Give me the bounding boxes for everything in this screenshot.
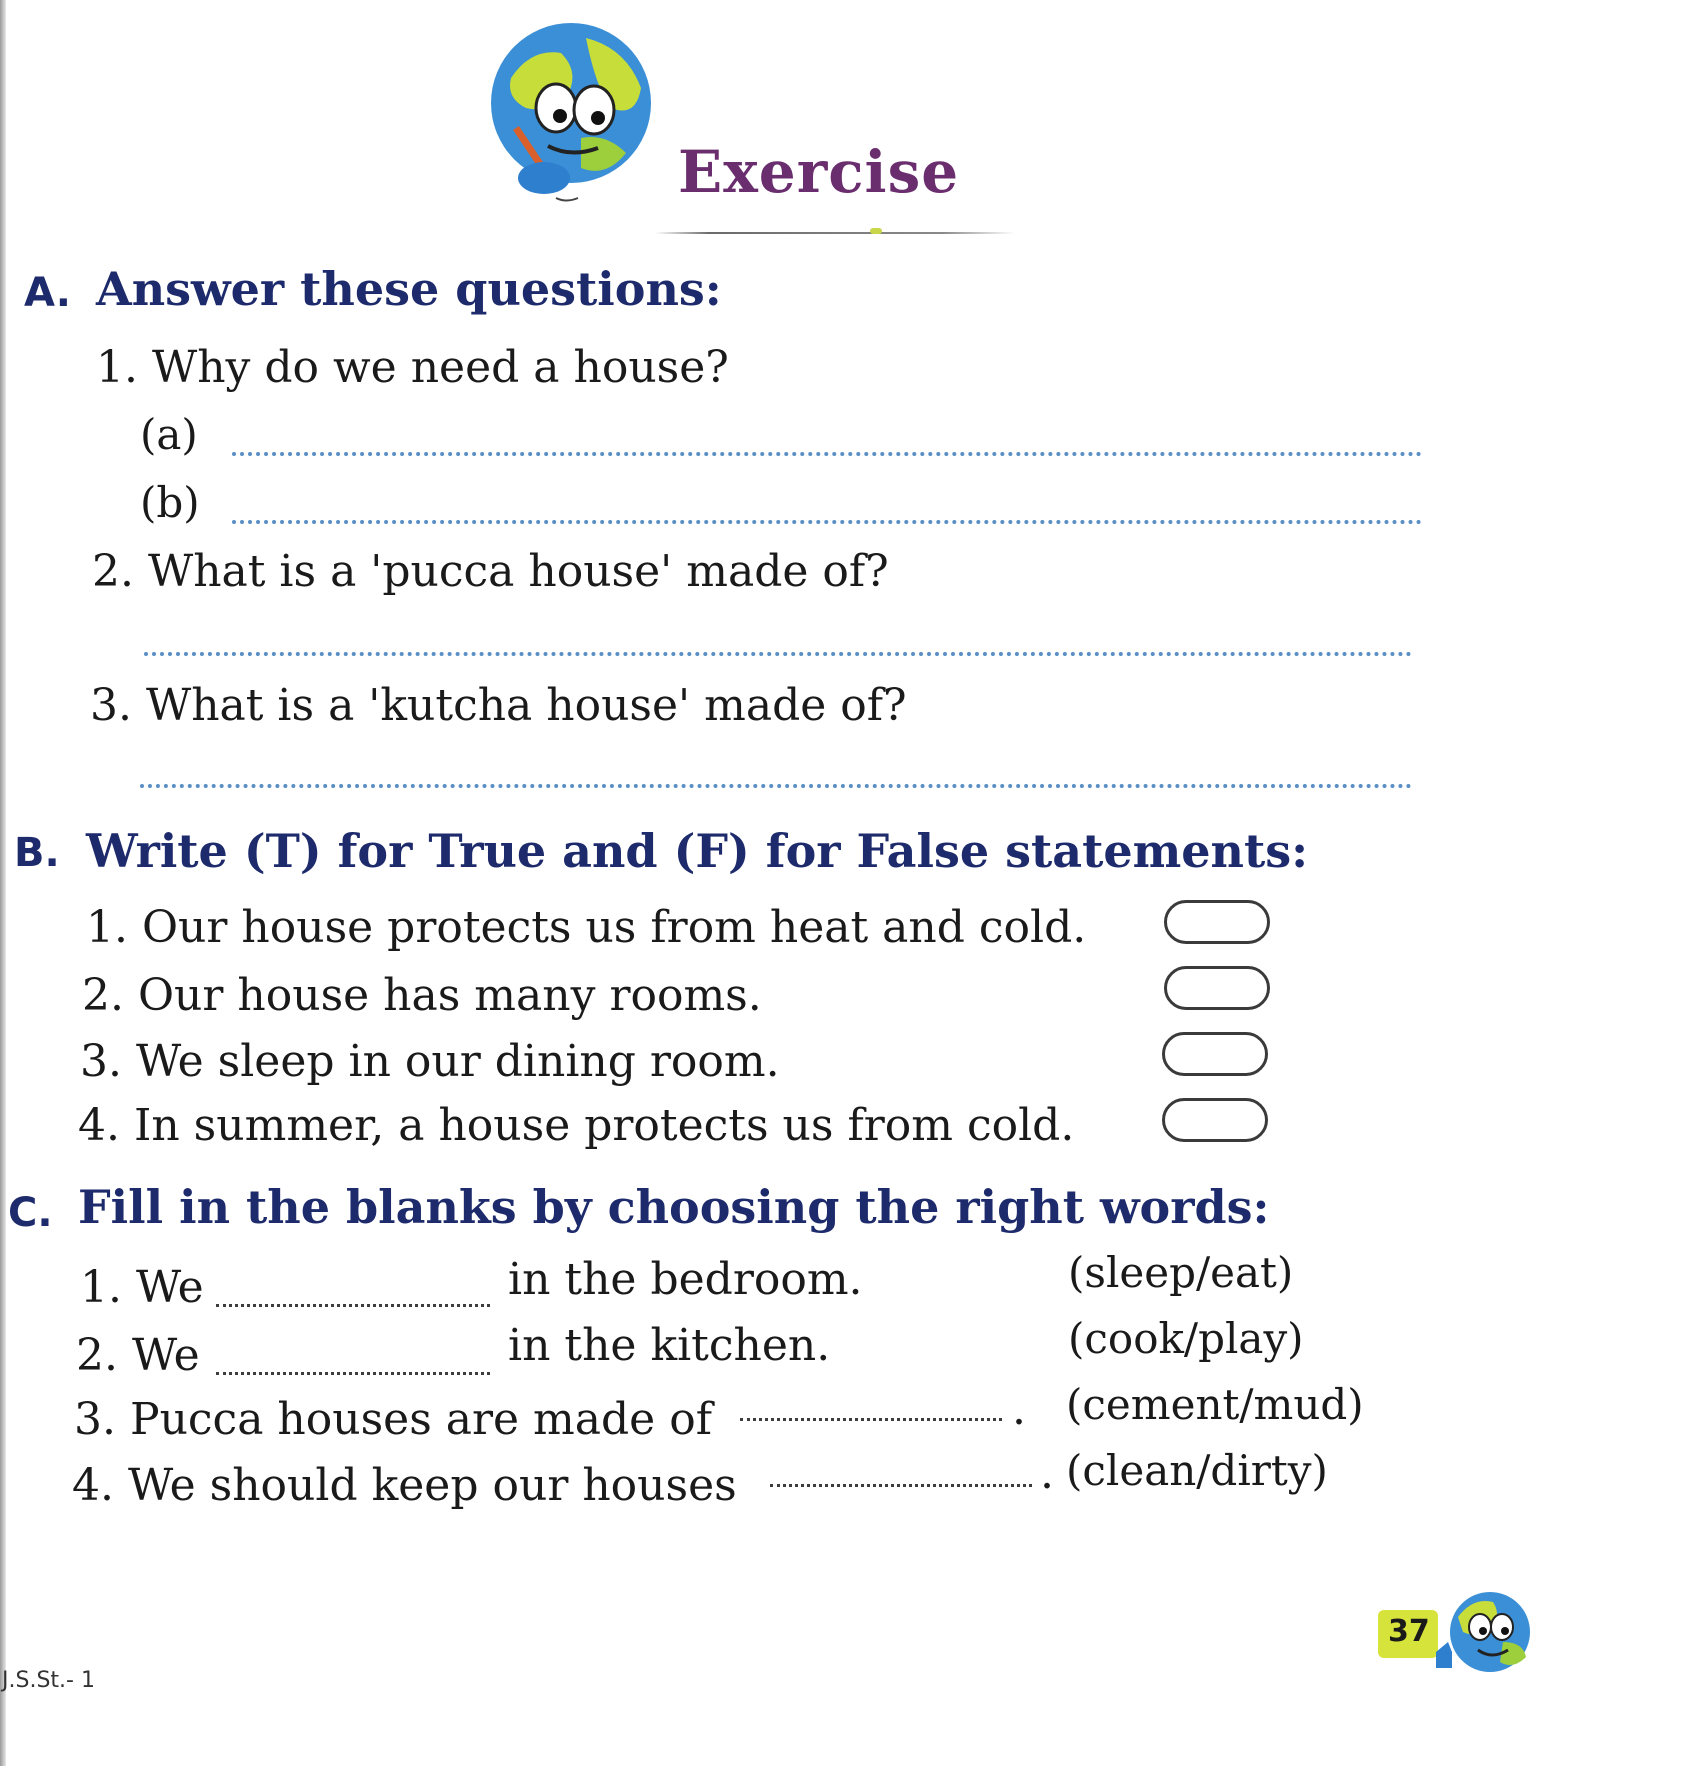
fill-blank-4-line[interactable] bbox=[770, 1484, 1032, 1487]
fill-blank-4-options: (clean/dirty) bbox=[1066, 1446, 1328, 1495]
answer-line-a2[interactable] bbox=[144, 652, 1412, 656]
fill-blank-1-options: (sleep/eat) bbox=[1068, 1248, 1294, 1297]
tf-answer-box-1[interactable] bbox=[1164, 900, 1270, 944]
question-a3: 3. What is a 'kutcha house' made of? bbox=[90, 680, 907, 731]
tf-statement-2: 2. Our house has many rooms. bbox=[82, 970, 762, 1021]
page-number: 37 bbox=[1388, 1614, 1430, 1649]
fill-blank-2-options: (cook/play) bbox=[1068, 1314, 1304, 1363]
tf-statement-3: 3. We sleep in our dining room. bbox=[80, 1036, 780, 1087]
fill-blank-2-suffix: in the kitchen. bbox=[508, 1320, 831, 1371]
tf-statement-1: 1. Our house protects us from heat and cold. bbox=[86, 902, 1087, 953]
fill-blank-2-prefix: 2. We bbox=[76, 1330, 200, 1381]
tf-answer-box-4[interactable] bbox=[1162, 1098, 1268, 1142]
section-b-title: Write (T) for True and (F) for False statements: bbox=[86, 824, 1309, 878]
fill-blank-2-line[interactable] bbox=[216, 1372, 490, 1375]
question-a2: 2. What is a 'pucca house' made of? bbox=[92, 546, 889, 597]
question-a1-label-a: (a) bbox=[140, 410, 198, 459]
answer-line-a3[interactable] bbox=[140, 784, 1412, 788]
globe-mascot-writing-icon bbox=[486, 18, 656, 218]
tf-answer-box-2[interactable] bbox=[1164, 966, 1270, 1010]
fill-blank-4-suffix: . bbox=[1040, 1448, 1054, 1499]
section-a-letter: A. bbox=[24, 270, 71, 316]
fill-blank-3-options: (cement/mud) bbox=[1066, 1380, 1364, 1429]
fill-blank-3-suffix: . bbox=[1012, 1384, 1026, 1435]
tf-statement-4: 4. In summer, a house protects us from cold. bbox=[78, 1100, 1075, 1151]
fill-blank-3-prefix: 3. Pucca houses are made of bbox=[74, 1394, 712, 1445]
question-a1: 1. Why do we need a house? bbox=[96, 342, 729, 393]
fill-blank-1-prefix: 1. We bbox=[80, 1262, 204, 1313]
title-underline bbox=[655, 232, 1015, 234]
answer-line-a1-a[interactable] bbox=[232, 452, 1422, 456]
section-c-title: Fill in the blanks by choosing the right words: bbox=[78, 1180, 1270, 1234]
answer-line-a1-b[interactable] bbox=[232, 520, 1422, 524]
fill-blank-1-line[interactable] bbox=[216, 1304, 490, 1307]
section-a-title: Answer these questions: bbox=[96, 262, 722, 316]
fill-blank-3-line[interactable] bbox=[740, 1418, 1002, 1421]
page-edge-shadow bbox=[0, 0, 6, 1766]
section-c-letter: C. bbox=[8, 1190, 53, 1236]
section-b-letter: B. bbox=[14, 830, 60, 876]
question-a1-label-b: (b) bbox=[140, 478, 200, 527]
title-underline-accent bbox=[870, 228, 882, 234]
exercise-title: Exercise bbox=[678, 138, 960, 206]
book-code: J.S.St.- 1 bbox=[2, 1668, 95, 1693]
fill-blank-1-suffix: in the bedroom. bbox=[508, 1254, 863, 1305]
fill-blank-4-prefix: 4. We should keep our houses bbox=[72, 1460, 737, 1511]
globe-mascot-thumbs-up-icon bbox=[1418, 1582, 1538, 1682]
tf-answer-box-3[interactable] bbox=[1162, 1032, 1268, 1076]
